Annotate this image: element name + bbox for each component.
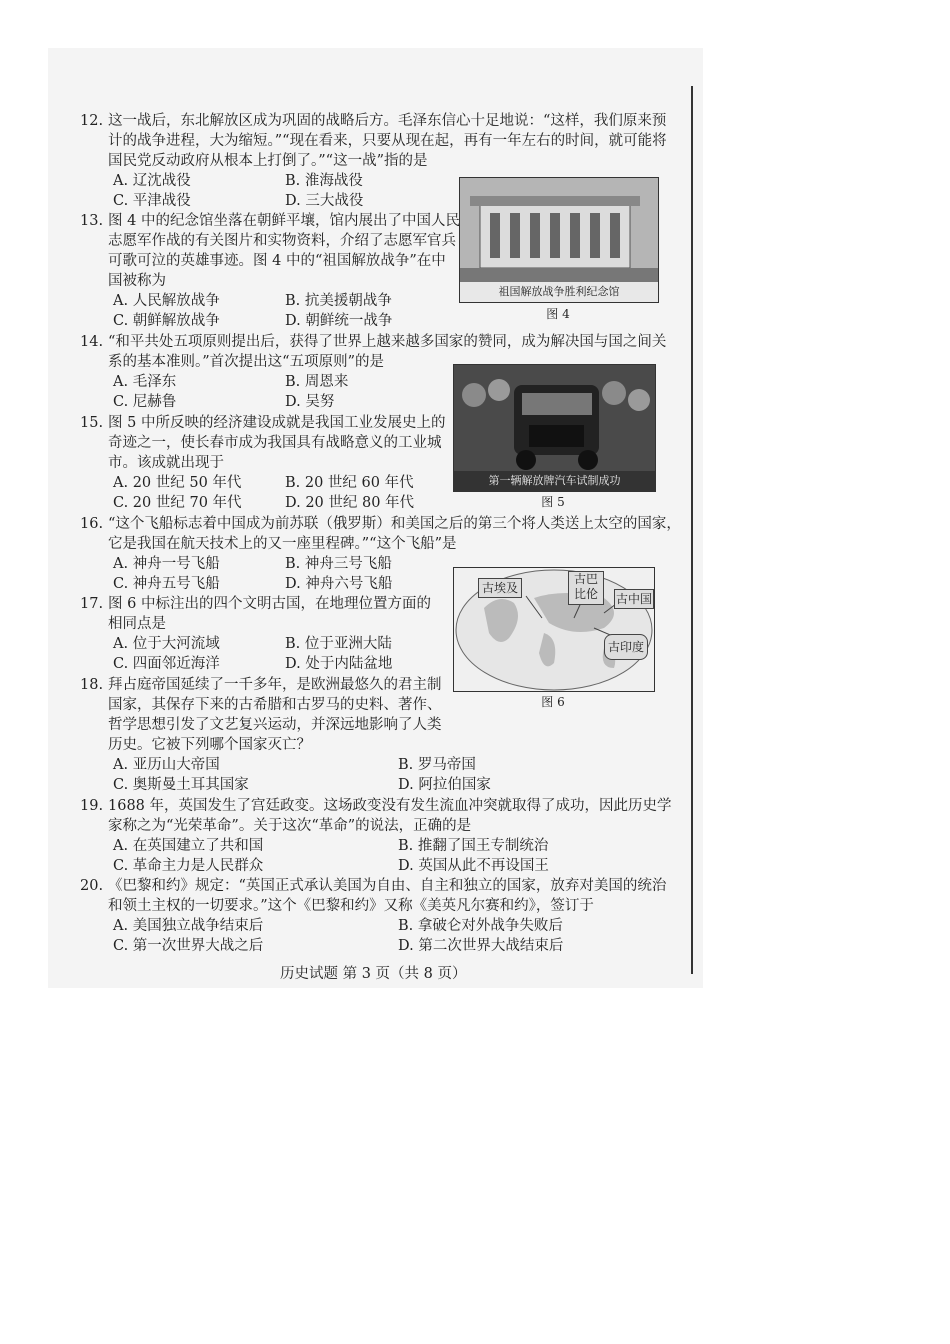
binding-margin-line [691, 86, 693, 974]
q17-line-1: 图 6 中标注出的四个文明古国，在地理位置方面的 [108, 596, 431, 612]
q14-line-2: 系的基本准则。”首次提出这“五项原则”的是 [108, 354, 384, 370]
figure-4-label: 图 4 [546, 307, 570, 321]
q12-number: 12. [80, 113, 104, 129]
q20-option-a: A. 美国独立战争结束后 [113, 918, 264, 934]
q20-option-b: B. 拿破仑对外战争失败后 [398, 918, 563, 934]
q18-line-1: 拜占庭帝国延续了一千多年，是欧洲最悠久的君主制 [108, 677, 442, 693]
q13-line-1: 图 4 中的纪念馆坐落在朝鲜平壤，馆内展出了中国人民 [108, 213, 460, 229]
q15-line-2: 奇迹之一，使长春市成为我国具有战略意义的工业城 [108, 435, 442, 451]
q14-option-c: C. 尼赫鲁 [113, 394, 177, 410]
q12-line-1: 这一战后，东北解放区成为巩固的战略后方。毛泽东信心十足地说：“这样，我们原来预 [108, 113, 667, 129]
q16-option-b: B. 神舟三号飞船 [285, 556, 392, 572]
q14-option-d: D. 吴努 [285, 394, 335, 410]
q18-option-d: D. 阿拉伯国家 [398, 777, 491, 793]
q19-number: 19. [80, 798, 104, 814]
q13-option-a: A. 人民解放战争 [113, 293, 220, 309]
q13-line-2: 志愿军作战的有关图片和实物资料，介绍了志愿军官兵 [108, 233, 456, 249]
q16-option-a: A. 神舟一号飞船 [113, 556, 220, 572]
q18-number: 18. [80, 677, 104, 693]
q15-option-c: C. 20 世纪 70 年代 [113, 495, 242, 511]
q13-option-b: B. 抗美援朝战争 [285, 293, 392, 309]
q15-option-d: D. 20 世纪 80 年代 [285, 495, 415, 511]
q18-line-3: 哲学思想引发了文艺复兴运动，并深远地影响了人类 [108, 717, 442, 733]
q13-option-d: D. 朝鲜统一战争 [285, 313, 393, 329]
q16-number: 16. [80, 516, 104, 532]
q13-line-3: 可歌可泣的英雄事迹。图 4 中的“祖国解放战争”在中 [108, 253, 446, 269]
q14-line-1: “和平共处五项原则提出后，获得了世界上越来越多国家的赞同，成为解决国与国之间关 [108, 334, 667, 350]
q17-option-a: A. 位于大河流域 [113, 636, 220, 652]
figure-6-label: 图 6 [541, 695, 565, 709]
q17-line-2: 相同点是 [108, 616, 166, 632]
q20-number: 20. [80, 878, 104, 894]
figure-4-caption: 祖国解放战争胜利纪念馆 [460, 282, 658, 302]
q14-number: 14. [80, 334, 104, 350]
q13-line-4: 国被称为 [108, 273, 166, 289]
q18-option-a: A. 亚历山大帝国 [113, 757, 220, 773]
q13-number: 13. [80, 213, 104, 229]
figure-5-caption: 第一辆解放牌汽车试制成功 [454, 471, 655, 491]
q19-option-a: A. 在英国建立了共和国 [113, 838, 264, 854]
q13-option-c: C. 朝鲜解放战争 [113, 313, 220, 329]
q20-line-2: 和领土主权的一切要求。”这个《巴黎和约》又称《美英凡尔赛和约》，签订于 [108, 898, 594, 914]
q15-option-a: A. 20 世纪 50 年代 [113, 475, 242, 491]
q17-option-b: B. 位于亚洲大陆 [285, 636, 392, 652]
q16-line-2: 它是我国在航天技术上的又一座里程碑。”“这个飞船”是 [108, 536, 457, 552]
q17-number: 17. [80, 596, 104, 612]
q15-number: 15. [80, 415, 104, 431]
q12-option-b: B. 淮海战役 [285, 173, 363, 189]
q20-option-c: C. 第一次世界大战之后 [113, 938, 264, 954]
q18-line-4: 历史。它被下列哪个国家灭亡？ [108, 737, 311, 753]
q17-option-d: D. 处于内陆盆地 [285, 656, 393, 672]
figure-5-label: 图 5 [541, 495, 565, 509]
q19-option-b: B. 推翻了国王专制统治 [398, 838, 549, 854]
q19-line-2: 家称之为“光荣革命”。关于这次“革命”的说法，正确的是 [108, 818, 472, 834]
q12-line-2: 计的战争进程，大为缩短。”“现在看来，只要从现在起，再有一年左右的时间，就可能将 [108, 133, 667, 149]
q12-line-3: 国民党反动政府从根本上打倒了。”“这一战”指的是 [108, 153, 428, 169]
q12-option-a: A. 辽沈战役 [113, 173, 191, 189]
label-ancient-india: 古印度 [604, 634, 648, 660]
label-ancient-babylon: 古巴比伦 [568, 571, 604, 605]
q12-option-c: C. 平津战役 [113, 193, 191, 209]
figure-5-truck-photo [453, 364, 656, 492]
figure-4-memorial-photo [459, 177, 659, 303]
q17-option-c: C. 四面邻近海洋 [113, 656, 220, 672]
q20-option-d: D. 第二次世界大战结束后 [398, 938, 564, 954]
q12-option-d: D. 三大战役 [285, 193, 364, 209]
q14-option-a: A. 毛泽东 [113, 374, 177, 390]
q18-line-2: 国家，其保存下来的古希腊和古罗马的史料、著作、 [108, 697, 442, 713]
q15-option-b: B. 20 世纪 60 年代 [285, 475, 414, 491]
label-ancient-egypt: 古埃及 [478, 578, 522, 598]
label-ancient-china: 古中国 [614, 589, 654, 609]
q19-option-d: D. 英国从此不再设国王 [398, 858, 549, 874]
q16-option-c: C. 神舟五号飞船 [113, 576, 220, 592]
q14-option-b: B. 周恩来 [285, 374, 349, 390]
q19-option-c: C. 革命主力是人民群众 [113, 858, 264, 874]
q20-line-1: 《巴黎和约》规定：“英国正式承认美国为自由、自主和独立的国家，放弃对美国的统治 [108, 878, 667, 894]
page-footer: 历史试题 第 3 页（共 8 页） [280, 966, 467, 982]
q18-option-c: C. 奥斯曼土耳其国家 [113, 777, 249, 793]
q16-line-1: “这个飞船标志着中国成为前苏联（俄罗斯）和美国之后的第三个将人类送上太空的国家， [108, 516, 681, 532]
q15-line-3: 市。该成就出现于 [108, 455, 224, 471]
q18-option-b: B. 罗马帝国 [398, 757, 476, 773]
q19-line-1: 1688 年，英国发生了宫廷政变。这场政变没有发生流血冲突就取得了成功，因此历史学 [108, 798, 672, 814]
q15-line-1: 图 5 中所反映的经济建设成就是我国工业发展史上的 [108, 415, 446, 431]
q16-option-d: D. 神舟六号飞船 [285, 576, 393, 592]
